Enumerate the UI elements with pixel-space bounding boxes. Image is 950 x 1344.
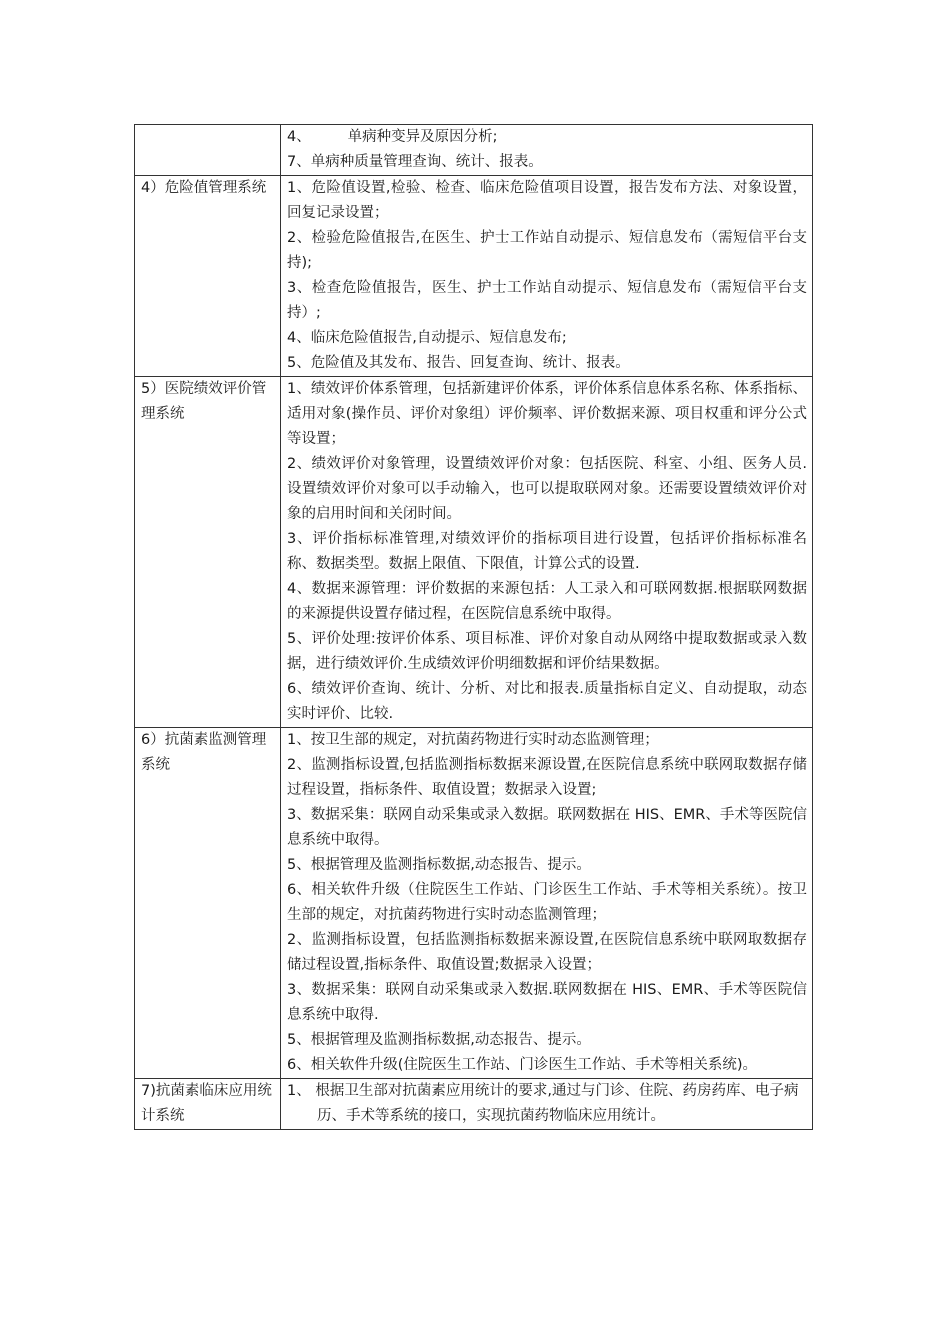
description-line: 2、监测指标设置，包括监测指标数据来源设置,在医院信息系统中联网取数据存储过程设置,指标条件、取值设置;数据录入设置；	[287, 932, 807, 973]
description-cell	[281, 176, 813, 377]
description-cell	[281, 125, 813, 176]
description-cell	[281, 1079, 813, 1130]
description-line: 5、评价处理:按评价体系、项目标准、评价对象自动从网络中提取数据或录入数据，进行绩效评价.生成绩效评价明细数据和评价结果数据。	[287, 631, 807, 672]
description-line: 5、危险值及其发布、报告、回复查询、统计、报表。	[287, 355, 630, 371]
description-cell	[281, 377, 813, 728]
description-cell	[281, 728, 813, 1079]
system-name-cell: 4）危险值管理系统	[135, 176, 281, 377]
table-row	[135, 377, 813, 728]
description-line: 6、相关软件升级（住院医生工作站、门诊医生工作站、手术等相关系统）。按卫生部的规定，对抗菌药物进行实时动态监测管理；	[287, 882, 807, 923]
description-line: 4、 单病种变异及原因分析;	[287, 129, 498, 145]
description-line: 5、根据管理及监测指标数据,动态报告、提示。	[287, 1032, 591, 1048]
description-line: 1、危险值设置,检验、检查、临床危险值项目设置，报告发布方法、对象设置，回复记录设置；	[287, 180, 807, 221]
description-line: 4、数据来源管理：评价数据的来源包括：人工录入和可联网数据.根据联网数据的来源提供设置存储过程，在医院信息系统中取得。	[287, 581, 807, 622]
description-line: 6、相关软件升级(住院医生工作站、门诊医生工作站、手术等相关系统)。	[287, 1057, 758, 1073]
description-line: 3、数据采集：联网自动采集或录入数据.联网数据在 HIS、EMR、手术等医院信息系统中取得.	[287, 982, 807, 1023]
description-line: 7、单病种质量管理查询、统计、报表。	[287, 154, 543, 170]
description-line: 1、 根据卫生部对抗菌素应用统计的要求,通过与门诊、住院、药房药库、电子病历、手术等系统的接口，实现抗菌药物临床应用统计。	[287, 1083, 799, 1124]
description-line: 6、绩效评价查询、统计、分析、对比和报表.质量指标自定义、自动提取，动态实时评价、比较.	[287, 681, 807, 722]
table-row	[135, 176, 813, 377]
description-line: 2、监测指标设置,包括监测指标数据来源设置,在医院信息系统中联网取数据存储过程设置，指标条件、取值设置；数据录入设置;	[287, 757, 807, 798]
spec-table	[134, 124, 813, 1130]
description-line: 3、评价指标标准管理,对绩效评价的指标项目进行设置，包括评价指标标准名称、数据类型。数据上限值、下限值，计算公式的设置.	[287, 531, 807, 572]
table-row	[135, 125, 813, 176]
description-line: 2、绩效评价对象管理，设置绩效评价对象：包括医院、科室、小组、医务人员.设置绩效评价对象可以手动输入，也可以提取联网对象。还需要设置绩效评价对象的启用时间和关闭时间。	[287, 456, 807, 522]
description-line: 1、绩效评价体系管理，包括新建评价体系，评价体系信息体系名称、体系指标、适用对象(操作员、评价对象组）评价频率、评价数据来源、项目权重和评分公式等设置；	[287, 381, 807, 447]
system-name-cell	[135, 125, 281, 176]
description-line: 5、根据管理及监测指标数据,动态报告、提示。	[287, 857, 591, 873]
table-row	[135, 1079, 813, 1130]
table-row	[135, 728, 813, 1079]
system-name-cell: 5）医院绩效评价管理系统	[135, 377, 281, 728]
description-line: 3、数据采集：联网自动采集或录入数据。联网数据在 HIS、EMR、手术等医院信息系统中取得。	[287, 807, 807, 848]
description-line: 3、检查危险值报告，医生、护士工作站自动提示、短信息发布（需短信平台支持）;	[287, 280, 807, 321]
system-name-cell: 6）抗菌素监测管理系统	[135, 728, 281, 1079]
description-line: 2、检验危险值报告,在医生、护士工作站自动提示、短信息发布（需短信平台支持);	[287, 230, 807, 271]
description-line: 4、临床危险值报告,自动提示、短信息发布;	[287, 330, 567, 346]
description-line: 1、按卫生部的规定，对抗菌药物进行实时动态监测管理；	[287, 732, 659, 748]
system-name-cell: 7)抗菌素临床应用统计系统	[135, 1079, 281, 1130]
